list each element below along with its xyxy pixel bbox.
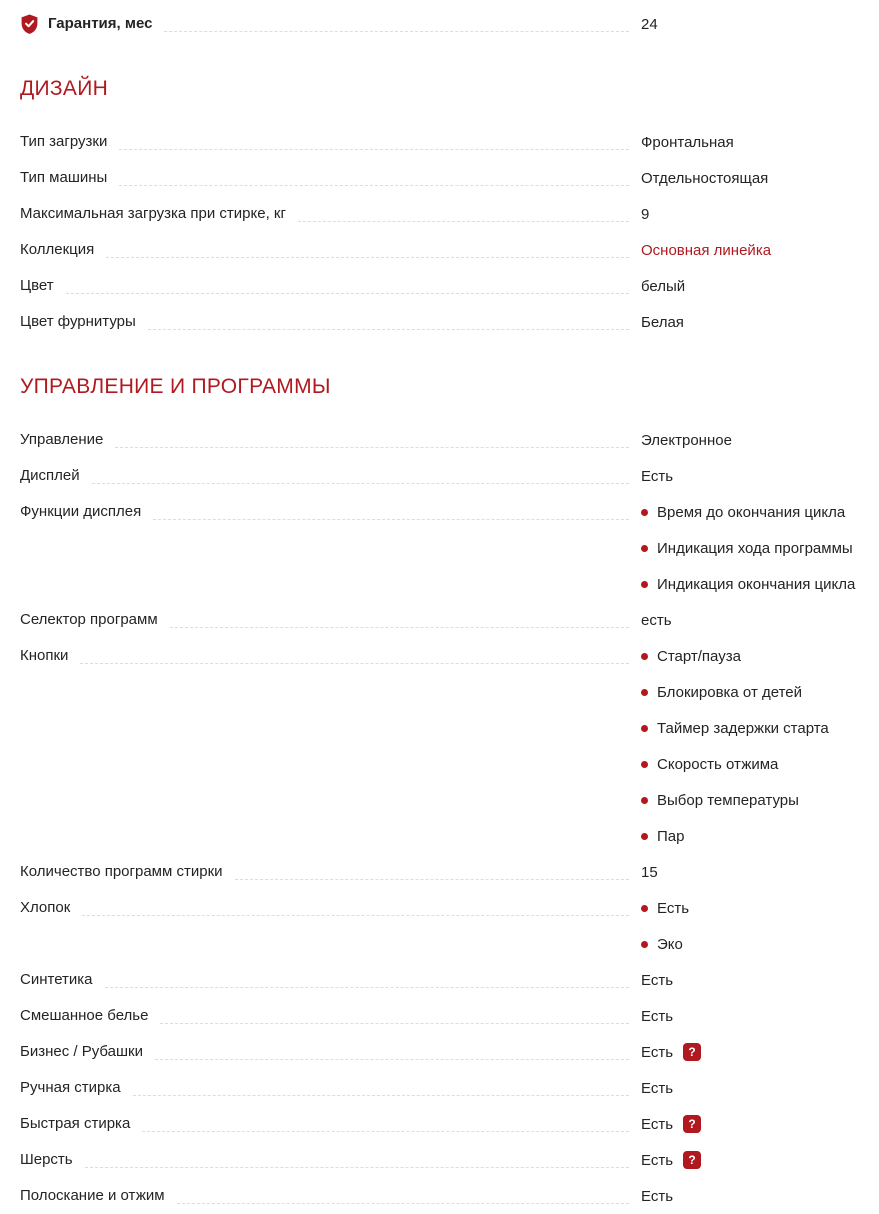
value-text: белый [641,277,686,295]
spec-row [20,494,879,602]
spec-label: Коллекция [20,241,95,258]
section-title: УПРАВЛЕНИЕ И ПРОГРАММЫ [20,375,331,398]
value-text: есть [641,611,672,629]
spec-row [20,160,879,196]
spec-value [641,1034,879,1070]
value-line [641,854,879,890]
value-text: Есть [641,1079,674,1097]
spec-label: Шерсть [20,1151,73,1168]
spec-label: Кнопки [20,647,69,664]
spec-label: Функции дисплея [20,503,142,520]
dotted-leader [155,1059,629,1060]
spec-value [641,196,879,232]
spec-value [641,160,879,196]
value-line [641,422,879,458]
spec-value [641,494,879,602]
value-text: Белая [641,313,684,331]
dotted-leader [164,31,629,32]
spec-value [641,304,879,340]
section-title: ДИЗАЙН [20,77,109,100]
value-line [641,458,879,494]
spec-value: 24 [641,15,658,33]
dotted-leader [119,149,629,150]
value-text: Блокировка от детей [657,683,803,701]
spec-row [20,1178,879,1214]
value-text: Выбор температуры [657,791,799,809]
dotted-leader [105,987,629,988]
spec-value [641,890,879,962]
value-text: Фронтальная [641,133,734,151]
spec-value [641,1106,879,1142]
value-line [641,674,879,710]
spec-value [641,1070,879,1106]
value-line [641,710,879,746]
value-text: Эко [657,935,683,953]
dotted-leader [298,221,629,222]
value-text: Время до окончания цикла [657,503,846,521]
value-line [641,232,879,268]
dotted-leader [82,915,629,916]
value-line [641,602,879,638]
value-line [641,1106,879,1142]
value-line [641,160,879,196]
spec-value [641,962,879,998]
bullet-icon [641,833,648,840]
spec-value [641,1178,879,1214]
spec-label: Цвет фурнитуры [20,313,136,330]
spec-label: Управление [20,431,104,448]
spec-row [20,638,879,854]
value-text: 9 [641,205,650,223]
spec-label: Смешанное белье [20,1007,149,1024]
spec-value [641,602,879,638]
spec-label: Максимальная загрузка при стирке, кг [20,205,286,222]
value-text: Есть [641,1007,674,1025]
value-line [641,926,879,962]
bullet-icon [641,941,648,948]
spec-value [641,232,879,268]
value-line [641,998,879,1034]
help-question-badge[interactable]: ? [683,1115,701,1133]
value-line [641,530,879,566]
value-text: Есть [657,899,690,917]
spec-label: Дисплей [20,467,80,484]
spec-value [641,124,879,160]
spec-label: Гарантия, мес [48,15,153,32]
spec-value [641,638,879,854]
spec-row [20,422,879,458]
dotted-leader [119,185,629,186]
dotted-leader [177,1203,629,1204]
spec-value [641,422,879,458]
spec-label: Хлопок [20,899,71,916]
spec-row [20,1106,879,1142]
bullet-icon [641,797,648,804]
dotted-leader [115,447,629,448]
value-text: Таймер задержки старта [657,719,829,737]
spec-label: Количество программ стирки [20,863,223,880]
spec-row [20,602,879,638]
spec-value [641,854,879,890]
bullet-icon [641,653,648,660]
spec-label: Тип загрузки [20,133,108,150]
value-text: Индикация окончания цикла [657,575,856,593]
spec-row [20,268,879,304]
value-line [641,494,879,530]
spec-label: Ручная стирка [20,1079,121,1096]
value-text: Индикация хода программы [657,539,853,557]
spec-row-warranty [20,6,879,42]
value-line [641,566,879,602]
value-line [641,1178,879,1214]
spec-label: Тип машины [20,169,108,186]
spec-value [641,268,879,304]
spec-label: Цвет [20,277,54,294]
value-text: Есть [641,971,674,989]
value-line [641,1142,879,1178]
spec-row [20,962,879,998]
value-text: Скорость отжима [657,755,779,773]
value-text: Есть [641,1043,674,1061]
value-text: Есть [641,1187,674,1205]
spec-value [641,998,879,1034]
spec-label: Полоскание и отжим [20,1187,165,1204]
spec-row [20,1070,879,1106]
dotted-leader [148,329,629,330]
dotted-leader [66,293,629,294]
spec-row [20,196,879,232]
dotted-leader [92,483,629,484]
spec-row [20,854,879,890]
value-line [641,962,879,998]
dotted-leader [85,1167,629,1168]
spec-row [20,1034,879,1070]
bullet-icon [641,581,648,588]
value-line [641,1034,879,1070]
dotted-leader [235,879,629,880]
spec-row [20,1142,879,1178]
value-text: Старт/пауза [657,647,741,665]
dotted-leader [160,1023,629,1024]
collection-link[interactable]: Основная линейка [641,241,772,259]
value-line [641,782,879,818]
value-text: Есть [641,1115,674,1133]
bullet-icon [641,905,648,912]
value-text: Есть [641,467,674,485]
bullet-icon [641,545,648,552]
spec-label: Быстрая стирка [20,1115,131,1132]
value-line [641,638,879,674]
spec-row [20,998,879,1034]
help-question-badge[interactable]: ? [683,1043,701,1061]
dotted-leader [170,627,629,628]
spec-value [641,1142,879,1178]
spec-label: Синтетика [20,971,93,988]
spec-value [641,458,879,494]
value-line [641,818,879,854]
spec-row [20,304,879,340]
spec-row [20,232,879,268]
spec-label: Селектор программ [20,611,158,628]
help-question-badge[interactable]: ? [683,1151,701,1169]
spec-row [20,458,879,494]
dotted-leader [133,1095,629,1096]
value-text: Есть [641,1151,674,1169]
value-line [641,746,879,782]
value-line [641,196,879,232]
bullet-icon [641,509,648,516]
spec-sections [20,74,879,1214]
dotted-leader [142,1131,629,1132]
spec-label: Бизнес / Рубашки [20,1043,143,1060]
dotted-leader [153,519,629,520]
dotted-leader [106,257,629,258]
bullet-icon [641,761,648,768]
value-line [641,268,879,304]
dotted-leader [80,663,629,664]
value-line [641,1070,879,1106]
spec-row [20,890,879,962]
value-text: Отдельностоящая [641,169,769,187]
shield-check-icon [20,13,39,35]
bullet-icon [641,725,648,732]
value-text: 15 [641,863,658,881]
value-text: Электронное [641,431,732,449]
value-line [641,890,879,926]
value-line [641,304,879,340]
value-text: Пар [657,827,685,845]
spec-row [20,124,879,160]
value-line [641,124,879,160]
bullet-icon [641,689,648,696]
